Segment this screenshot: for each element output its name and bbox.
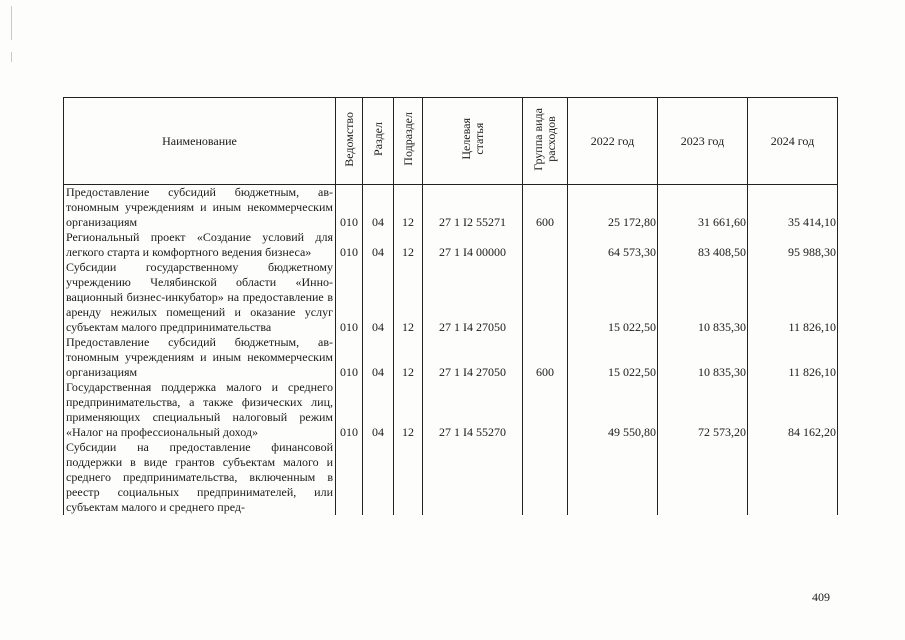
row-2024: 35 414,10 — [748, 185, 838, 231]
header-name: Наименование — [64, 98, 336, 185]
row-section: 04 — [363, 260, 394, 335]
row-section: 04 — [363, 380, 394, 440]
row-2023 — [658, 440, 748, 515]
table-row — [64, 260, 838, 335]
row-2024: 84 162,20 — [748, 380, 838, 440]
row-target: 27 1 I4 27050 — [423, 260, 523, 335]
row-department: 010 — [336, 230, 363, 260]
row-department: 010 — [336, 260, 363, 335]
row-section: 04 — [363, 185, 394, 231]
row-subsection: 12 — [394, 335, 423, 380]
page-number: 409 — [812, 590, 830, 604]
row-group — [523, 260, 568, 335]
header-target-article: Целевая статья — [423, 98, 523, 185]
table-row — [64, 185, 838, 231]
row-subsection: 12 — [394, 185, 423, 231]
row-2024: 95 988,30 — [748, 230, 838, 260]
table-header-row — [64, 98, 838, 185]
row-group — [523, 230, 568, 260]
header-section: Раздел — [363, 98, 394, 185]
row-group: 600 — [523, 185, 568, 231]
row-group — [523, 380, 568, 440]
row-name: Предоставление субсидий бюджетным, автономным учреждениям и иным некоммерческим организациям — [64, 185, 336, 231]
row-section: 04 — [363, 335, 394, 380]
row-department: 010 — [336, 185, 363, 231]
row-subsection: 12 — [394, 230, 423, 260]
row-group — [523, 440, 568, 515]
row-2022 — [568, 440, 658, 515]
table-row — [64, 335, 838, 380]
header-department: Ведомство — [336, 98, 363, 185]
header-expense-group: Группа вида расходов — [523, 98, 568, 185]
row-2023: 10 835,30 — [658, 335, 748, 380]
row-group: 600 — [523, 335, 568, 380]
row-2022: 15 022,50 — [568, 335, 658, 380]
row-target: 27 1 I4 55270 — [423, 380, 523, 440]
row-2023: 10 835,30 — [658, 260, 748, 335]
row-target — [423, 440, 523, 515]
row-section: 04 — [363, 230, 394, 260]
budget-table — [63, 97, 838, 515]
row-department: 010 — [336, 335, 363, 380]
row-target: 27 1 I4 00000 — [423, 230, 523, 260]
row-section — [363, 440, 394, 515]
row-name: Предоставление субсидий бюджетным, автономным учреждениям и иным некоммерческим организациям — [64, 335, 336, 380]
row-2023: 72 573,20 — [658, 380, 748, 440]
row-target: 27 1 I2 55271 — [423, 185, 523, 231]
row-subsection: 12 — [394, 260, 423, 335]
header-2022: 2022 год — [568, 98, 658, 185]
row-name: Региональный проект «Создание условий для легкого старта и комфортного ведения бизнеса» — [64, 230, 336, 260]
row-2022: 25 172,80 — [568, 185, 658, 231]
row-target: 27 1 I4 27050 — [423, 335, 523, 380]
row-name: Субсидии на предоставление финансовой поддержки в виде грантов субъектам малого и среднего предпринимательства, включенным в реестр социальных предпринимателей, или субъектам малого и среднего пред- — [64, 440, 336, 515]
header-2024: 2024 год — [748, 98, 838, 185]
row-subsection: 12 — [394, 380, 423, 440]
row-name: Субсидии государственному бюджетному учреждению Челябинской области «Инновационный бизнес-инкубатор» на предоставление в аренду нежилых помещений и оказание услуг субъектам малого предпринимательства — [64, 260, 336, 335]
header-2023: 2023 год — [658, 98, 748, 185]
row-name: Государственная поддержка малого и среднего предпринимательства, а также физических лиц, применяющих специальный налоговый режим «Налог на профессиональный доход» — [64, 380, 336, 440]
row-2022: 49 550,80 — [568, 380, 658, 440]
table-row — [64, 230, 838, 260]
row-department — [336, 440, 363, 515]
row-2023: 83 408,50 — [658, 230, 748, 260]
row-2023: 31 661,60 — [658, 185, 748, 231]
table-row — [64, 380, 838, 440]
scan-edge-mark — [11, 6, 12, 40]
header-subsection: Подраздел — [394, 98, 423, 185]
scan-edge-mark — [11, 52, 12, 62]
row-2024 — [748, 440, 838, 515]
row-2024: 11 826,10 — [748, 260, 838, 335]
table-row — [64, 440, 838, 515]
row-department: 010 — [336, 380, 363, 440]
row-subsection — [394, 440, 423, 515]
row-2022: 15 022,50 — [568, 260, 658, 335]
row-2024: 11 826,10 — [748, 335, 838, 380]
row-2022: 64 573,30 — [568, 230, 658, 260]
